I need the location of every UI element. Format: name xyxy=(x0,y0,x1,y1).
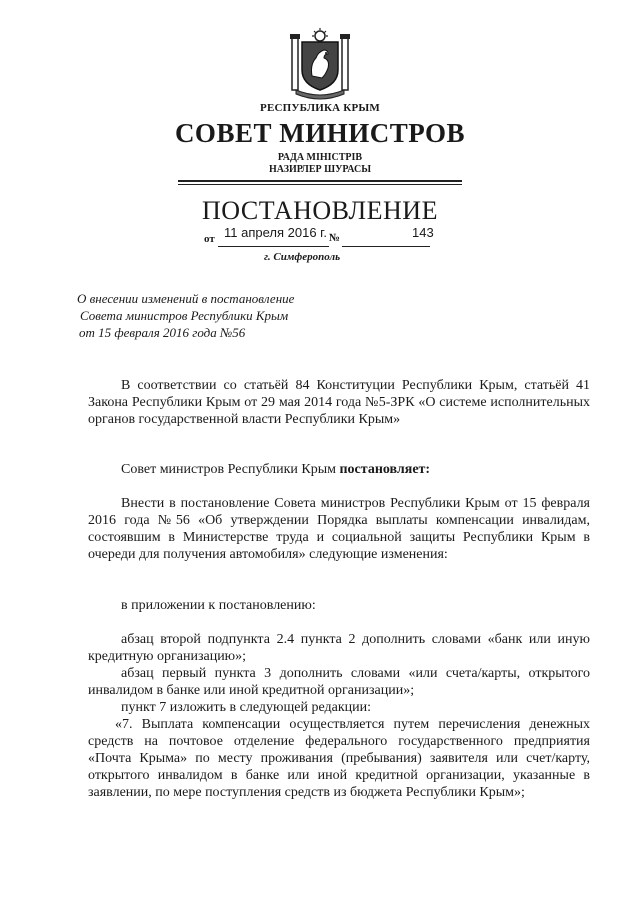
amendment-item-paragraph: абзац первый пункта 3 дополнить словами «или счета/карты, открытого инвалидом в банке или иной кредитной организации»; xyxy=(88,666,590,698)
subject-line: Совета министров Республики Крым xyxy=(80,308,289,323)
council-heading: СОВЕТ МИНИСТРОВ xyxy=(174,118,466,148)
resolution-keyword: постановляет: xyxy=(339,462,431,477)
decree-city: г. Симферополь xyxy=(264,251,341,263)
number-label: № xyxy=(329,232,341,244)
date-label: от xyxy=(204,233,215,245)
amendment-item-paragraph: пункт 7 изложить в следующей редакции: xyxy=(121,700,371,715)
header-divider-thin xyxy=(178,184,462,185)
number-underline xyxy=(342,246,430,247)
subject-line: от 15 февраля 2016 года №56 xyxy=(79,325,246,340)
amendment-item-paragraph: абзац второй подпункта 2.4 пункта 2 дополнить словами «банк или иную кредитную организацию»; xyxy=(88,632,590,664)
new-clause-paragraph xyxy=(88,716,590,801)
republic-heading: РЕСПУБЛИКА КРЫМ xyxy=(260,102,380,114)
crimea-coat-of-arms-icon xyxy=(288,28,352,100)
header-divider xyxy=(178,180,462,182)
appendix-paragraph: в приложении к постановлению: xyxy=(121,598,316,613)
new-clause-text: «7. Выплата компенсации осуществляется путем перечисления денежных средств на почтовое отделение федерального государственного предприятия «Почта Крыма» по месту проживания (пребывания) заявителя или счет/карту, открытого инвалидом в банке или иной кредитной организации, указанные в заявлении, по мере поступления средств из бюджета Республики Крым»; xyxy=(88,717,590,800)
decree-date: 11 апреля 2016 г. xyxy=(224,225,327,240)
council-heading-ukrainian: РАДА МІНІСТРІВ xyxy=(277,152,363,163)
decree-subject xyxy=(77,290,294,341)
resolution-text: Совет министров Республики Крым xyxy=(121,462,340,477)
subject-line: О внесении изменений в постановление xyxy=(77,291,295,306)
amendment-intro-paragraph: Внести в постановление Совета министров Республики Крым от 15 февраля 2016 года №56 «Об утверждении Порядка выплаты компенсации инвалидам, состоявшим в Министерстве труда и социальной защиты Республики Крым в очереди для получения автомобиля» следующие изменения: xyxy=(88,496,590,562)
resolution-paragraph xyxy=(88,461,590,478)
decree-number: 143 xyxy=(412,225,434,240)
decree-title: ПОСТАНОВЛЕНИЕ xyxy=(202,196,438,225)
council-heading-crimean-tatar: НАЗИРЛЕР ШУРАСЫ xyxy=(268,164,372,175)
date-underline xyxy=(218,246,329,247)
preamble-paragraph: В соответствии со статьёй 84 Конституции Республики Крым, статьёй 41 Закона Республики Крым от 29 мая 2014 года №5-ЗРК «О системе исполнительных органов государственной власти Республики Крым» xyxy=(88,378,590,427)
